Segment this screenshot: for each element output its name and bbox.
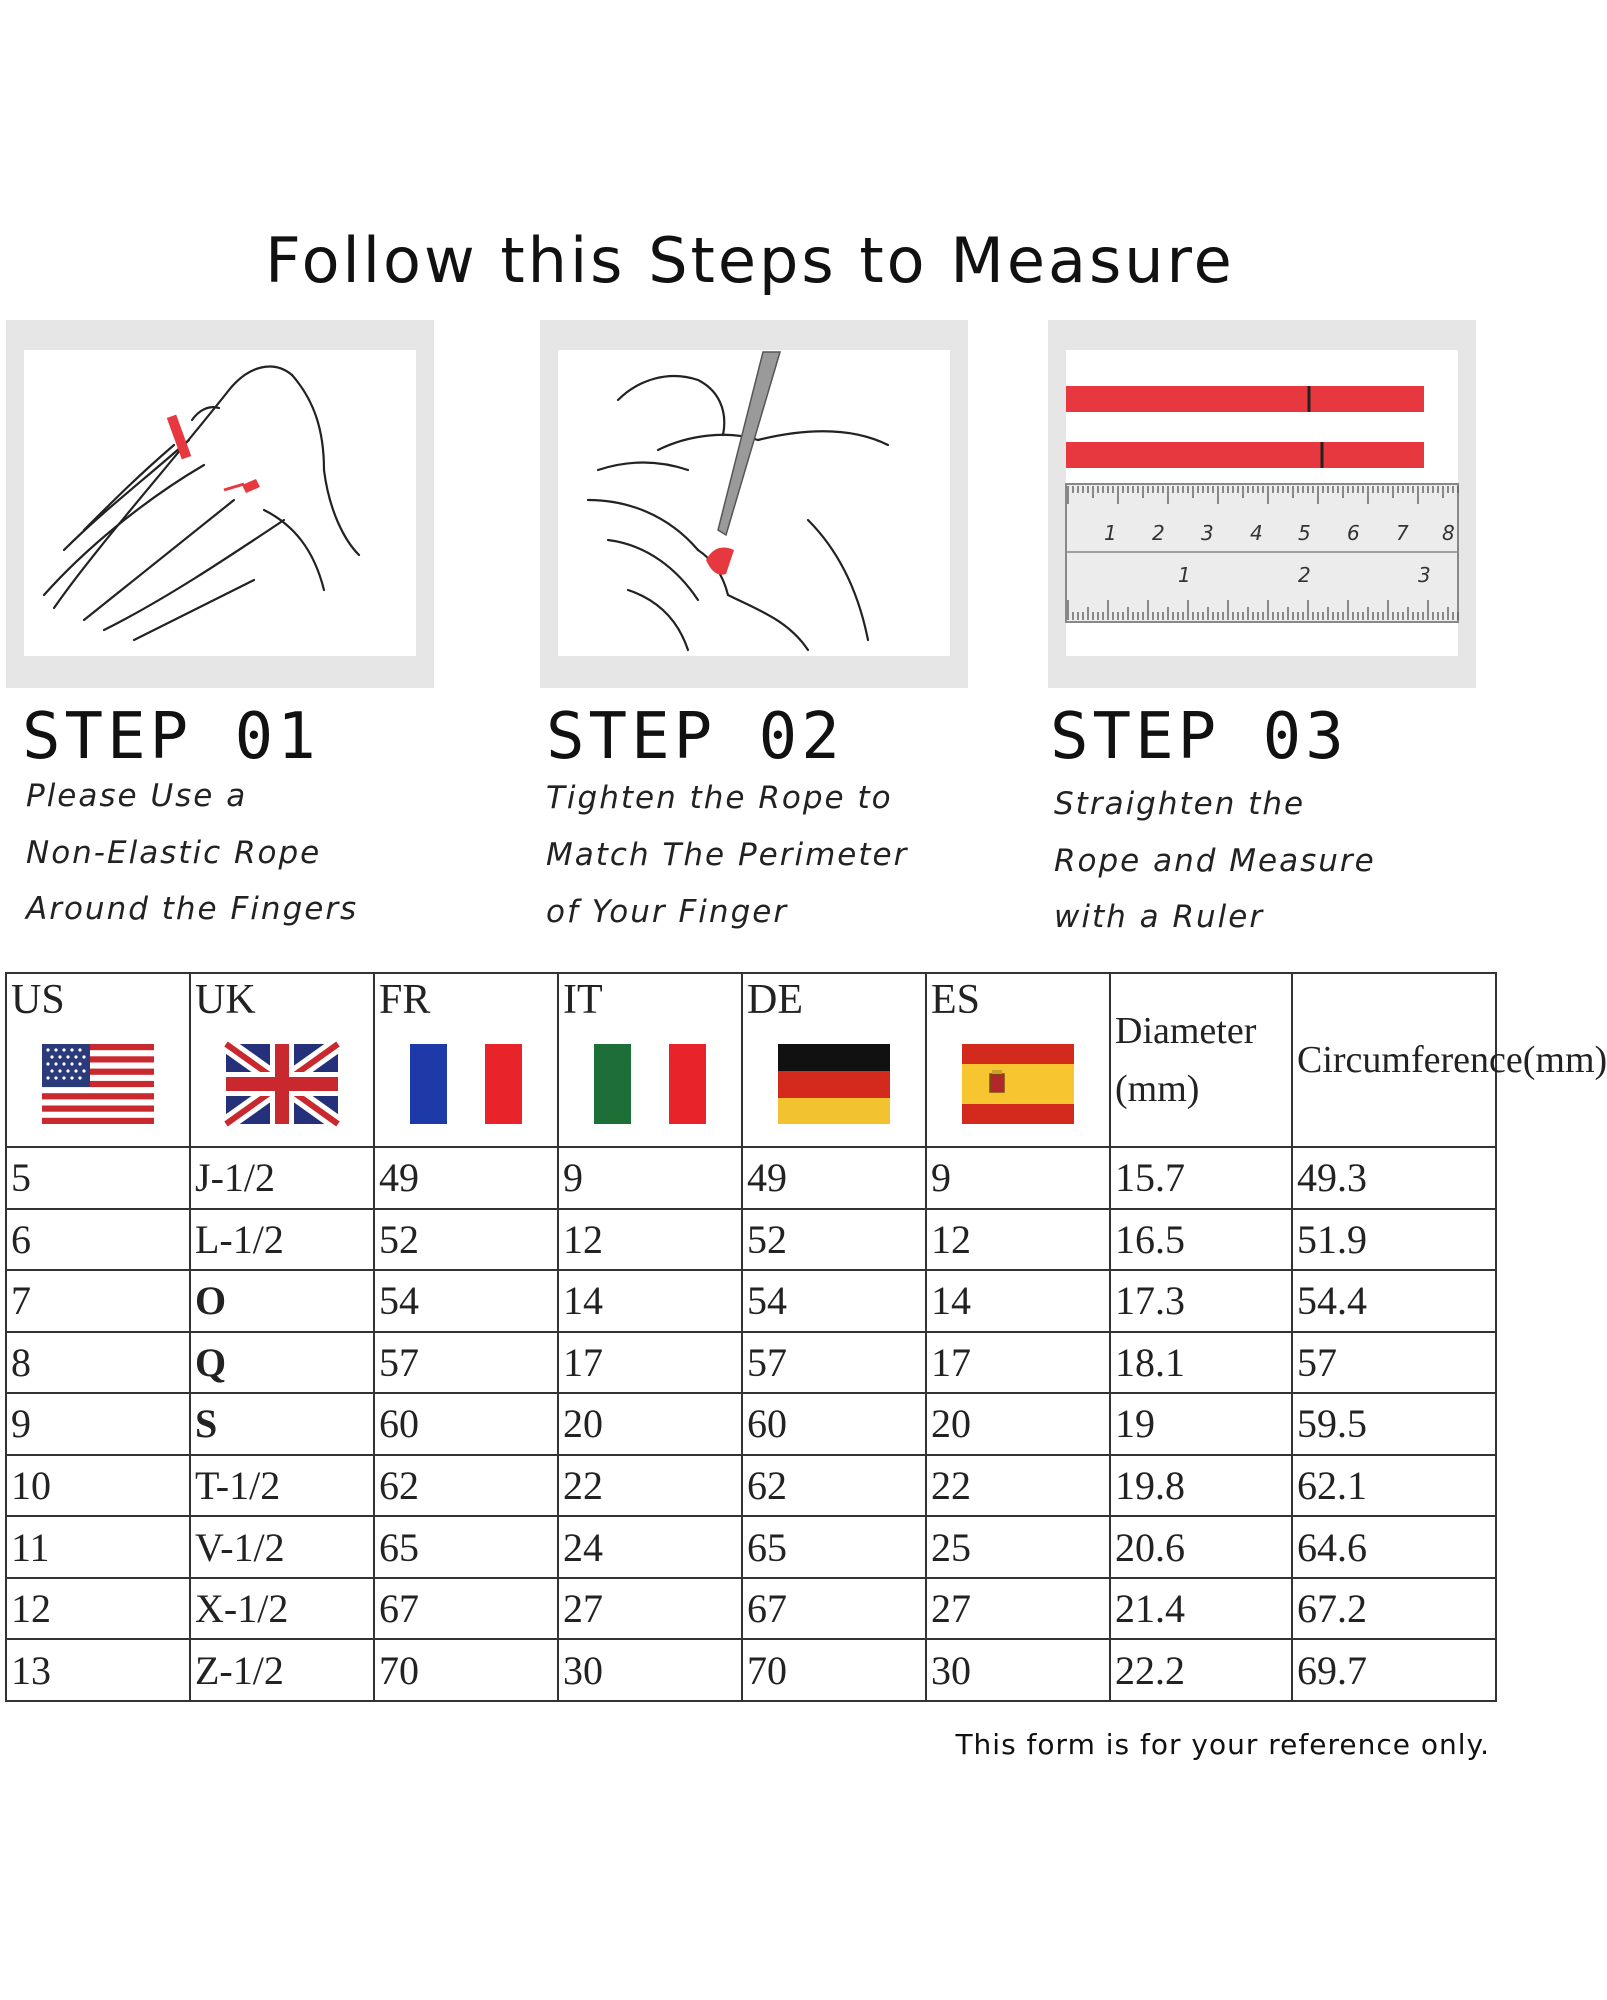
header-label: UK — [195, 977, 256, 1023]
table-cell: 20 — [926, 1393, 1110, 1455]
table-row — [6, 1455, 1496, 1517]
table-cell: V-1/2 — [190, 1516, 374, 1578]
step-01-illustration-frame — [6, 320, 434, 688]
header-label: US — [11, 977, 65, 1023]
table-cell: 17.3 — [1110, 1270, 1292, 1332]
table-cell: 27 — [558, 1578, 742, 1640]
table-cell: 59.5 — [1292, 1393, 1496, 1455]
italy-flag-icon — [594, 1044, 706, 1124]
pen-marking-rope-illustration — [558, 350, 950, 656]
table-cell: 12 — [926, 1209, 1110, 1271]
table-cell: 5 — [6, 1147, 190, 1209]
header-label: IT — [563, 977, 603, 1023]
table-cell: 54.4 — [1292, 1270, 1496, 1332]
table-cell: 52 — [742, 1209, 926, 1271]
step-03-line: with a Ruler — [1054, 899, 1265, 935]
step-03-line: Rope and Measure — [1054, 843, 1376, 879]
table-cell: 19 — [1110, 1393, 1292, 1455]
table-cell: O — [190, 1270, 374, 1332]
table-row — [6, 1147, 1496, 1209]
table-cell: 22.2 — [1110, 1639, 1292, 1701]
step-02-illustration-frame — [540, 320, 968, 688]
table-cell: 57 — [374, 1332, 558, 1394]
table-cell: 60 — [374, 1393, 558, 1455]
table-cell: T-1/2 — [190, 1455, 374, 1517]
ruler-number: 1 — [1178, 563, 1191, 587]
table-cell: 70 — [742, 1639, 926, 1701]
ruler-number: 1 — [1104, 521, 1117, 545]
table-cell: 54 — [742, 1270, 926, 1332]
table-cell: Q — [190, 1332, 374, 1394]
step-03-line: Straighten the — [1054, 786, 1306, 822]
table-cell: 20 — [558, 1393, 742, 1455]
page-title: Follow this Steps to Measure — [265, 224, 1235, 297]
table-cell: 11 — [6, 1516, 190, 1578]
table-cell: 9 — [558, 1147, 742, 1209]
table-cell: 62 — [742, 1455, 926, 1517]
table-cell: 49.3 — [1292, 1147, 1496, 1209]
table-cell: 6 — [6, 1209, 190, 1271]
table-cell: 67 — [742, 1578, 926, 1640]
step-01-line: Around the Fingers — [26, 891, 359, 927]
table-cell: 49 — [742, 1147, 926, 1209]
header-us — [6, 973, 190, 1147]
ruler-number: 4 — [1250, 521, 1263, 545]
table-cell: Z-1/2 — [190, 1639, 374, 1701]
step-02-line: Tighten the Rope to — [546, 780, 893, 816]
ruler-number: 7 — [1396, 521, 1409, 545]
step-01-line: Non-Elastic Rope — [26, 835, 322, 871]
table-cell: 70 — [374, 1639, 558, 1701]
table-cell: 9 — [6, 1393, 190, 1455]
table-cell: 25 — [926, 1516, 1110, 1578]
table-cell: 30 — [558, 1639, 742, 1701]
step-01-line: Please Use a — [26, 778, 248, 814]
table-cell: 22 — [926, 1455, 1110, 1517]
header-es — [926, 973, 1110, 1147]
table-cell: 20.6 — [1110, 1516, 1292, 1578]
ruler-number: 3 — [1201, 521, 1214, 545]
step-01-title: STEP 01 — [22, 700, 320, 774]
header-it — [558, 973, 742, 1147]
table-cell: 12 — [558, 1209, 742, 1271]
table-cell: 12 — [6, 1578, 190, 1640]
ruler-number: 2 — [1298, 563, 1311, 587]
table-cell: 16.5 — [1110, 1209, 1292, 1271]
table-cell: L-1/2 — [190, 1209, 374, 1271]
header-circumference: Circumference(mm) — [1292, 973, 1496, 1147]
france-flag-icon — [410, 1044, 522, 1124]
table-cell: 57 — [1292, 1332, 1496, 1394]
table-cell: 18.1 — [1110, 1332, 1292, 1394]
table-cell: 24 — [558, 1516, 742, 1578]
table-cell: 17 — [558, 1332, 742, 1394]
table-row — [6, 1332, 1496, 1394]
step-02-title: STEP 02 — [546, 700, 844, 774]
table-cell: 64.6 — [1292, 1516, 1496, 1578]
ruler-number: 8 — [1442, 521, 1455, 545]
table-row — [6, 1270, 1496, 1332]
table-cell: 8 — [6, 1332, 190, 1394]
table-cell: 67.2 — [1292, 1578, 1496, 1640]
table-cell: 69.7 — [1292, 1639, 1496, 1701]
table-cell: 49 — [374, 1147, 558, 1209]
rope-and-ruler-illustration — [1066, 350, 1458, 656]
table-cell: 62 — [374, 1455, 558, 1517]
table-cell: 54 — [374, 1270, 558, 1332]
step-02-line: of Your Finger — [546, 894, 789, 930]
header-de — [742, 973, 926, 1147]
table-row — [6, 1578, 1496, 1640]
header-uk — [190, 973, 374, 1147]
header-label: DE — [747, 977, 803, 1023]
table-cell: 19.8 — [1110, 1455, 1292, 1517]
table-cell: 67 — [374, 1578, 558, 1640]
table-cell: 51.9 — [1292, 1209, 1496, 1271]
header-diameter: Diameter (mm) — [1110, 973, 1292, 1147]
ruler-number: 3 — [1418, 563, 1431, 587]
table-cell: 21.4 — [1110, 1578, 1292, 1640]
step-02-line: Match The Perimeter — [546, 837, 909, 873]
table-cell: 7 — [6, 1270, 190, 1332]
step-03-illustration-frame — [1048, 320, 1476, 688]
germany-flag-icon — [778, 1044, 890, 1124]
table-cell: 62.1 — [1292, 1455, 1496, 1517]
uk-flag-icon — [226, 1044, 338, 1124]
table-cell: 17 — [926, 1332, 1110, 1394]
ring-size-table — [5, 972, 1607, 1702]
table-cell: 13 — [6, 1639, 190, 1701]
table-cell: 27 — [926, 1578, 1110, 1640]
ruler-number: 5 — [1298, 521, 1311, 545]
table-cell: 9 — [926, 1147, 1110, 1209]
us-flag-icon — [42, 1044, 154, 1124]
step-03-title: STEP 03 — [1050, 700, 1348, 774]
table-cell: 30 — [926, 1639, 1110, 1701]
ruler-number: 6 — [1347, 521, 1360, 545]
table-cell: 52 — [374, 1209, 558, 1271]
table-row — [6, 1516, 1496, 1578]
table-cell: 14 — [926, 1270, 1110, 1332]
table-cell: 65 — [374, 1516, 558, 1578]
table-cell: 14 — [558, 1270, 742, 1332]
header-fr — [374, 973, 558, 1147]
spain-flag-icon — [962, 1044, 1074, 1124]
header-label: FR — [379, 977, 431, 1023]
hand-with-rope-illustration — [24, 350, 416, 656]
table-cell: X-1/2 — [190, 1578, 374, 1640]
table-cell: 65 — [742, 1516, 926, 1578]
table-cell: 22 — [558, 1455, 742, 1517]
table-cell: 10 — [6, 1455, 190, 1517]
ruler-number: 2 — [1152, 521, 1165, 545]
table-header-row — [6, 973, 1496, 1147]
table-cell: 60 — [742, 1393, 926, 1455]
reference-footnote: This form is for your reference only. — [955, 1728, 1490, 1761]
table-cell: J-1/2 — [190, 1147, 374, 1209]
header-label: ES — [931, 977, 981, 1023]
table-row — [6, 1639, 1496, 1701]
table-row — [6, 1209, 1496, 1271]
table-cell: 57 — [742, 1332, 926, 1394]
table-cell: S — [190, 1393, 374, 1455]
table-cell: 15.7 — [1110, 1147, 1292, 1209]
table-row — [6, 1393, 1496, 1455]
